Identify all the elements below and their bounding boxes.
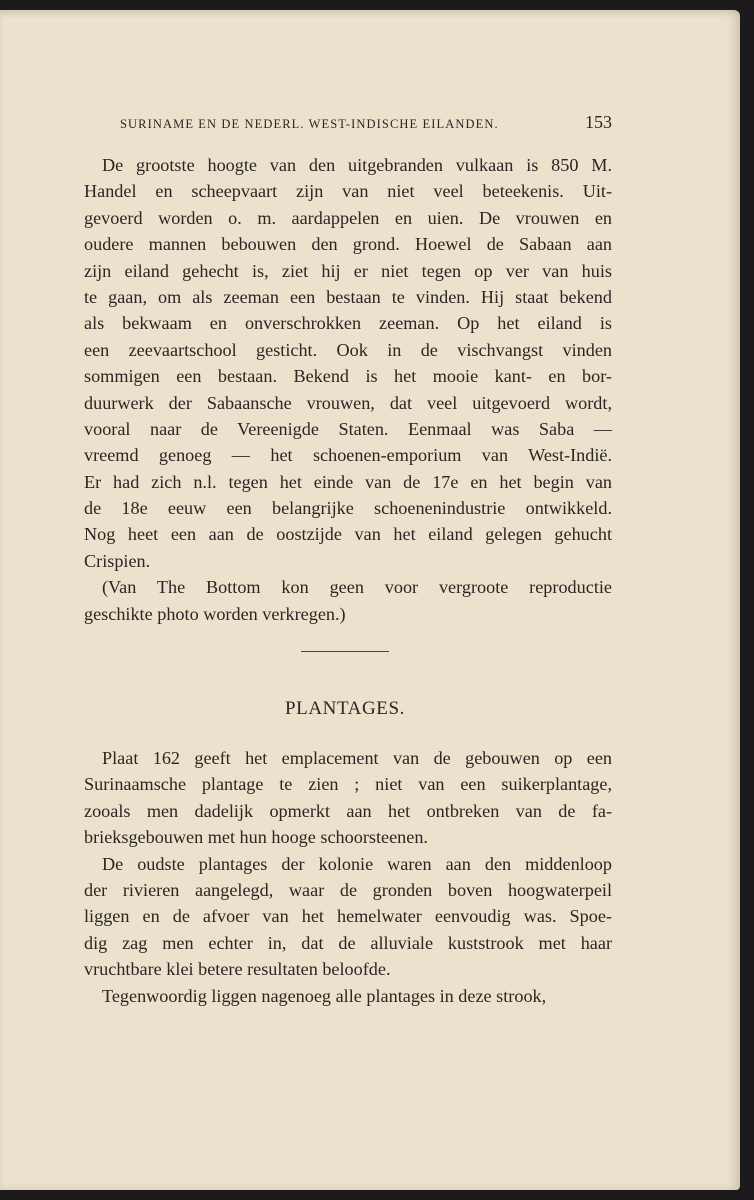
- paragraph-plaat: [84, 745, 612, 851]
- text-line: geschikte photo worden verkregen.): [84, 603, 346, 624]
- text-line: De oudste plantages der kolonie waren aan den middenloop: [102, 853, 612, 874]
- text-line: Crispien.: [84, 550, 151, 571]
- text-line: Tegenwoordig liggen nagenoeg alle plantages in deze strook,: [102, 985, 547, 1006]
- text-line: Er had zich n.l. tegen het einde van de 17e en het begin van: [84, 471, 612, 492]
- text-line: (Van The Bottom kon geen voor vergroote reproductie: [102, 577, 612, 598]
- paragraph-saba: [84, 152, 612, 574]
- text-line: Plaat 162 geeft het emplacement van de gebouwen op een: [102, 748, 612, 768]
- paragraph-photo-note: [84, 574, 612, 627]
- text-line: der rivieren aangelegd, waar de gronden boven hoogwaterpeil: [84, 879, 612, 900]
- text-line: gevoerd worden o. m. aardappelen en uien. De vrouwen en: [84, 207, 612, 228]
- text-line: zijn eiland gehecht is, ziet hij er niet tegen op ver van huis: [84, 260, 612, 281]
- page-number: 153: [585, 112, 612, 132]
- text-line: vruchtbare klei betere resultaten beloofde.: [84, 959, 391, 980]
- text-line: oudere mannen bebouwen den grond. Hoewel de Sabaan aan: [84, 234, 612, 255]
- text-line: De grootste hoogte van den uitgebranden vulkaan is 850 M.: [102, 155, 612, 175]
- text-line: Handel en scheepvaart zijn van niet veel beteekenis. Uit-: [84, 181, 612, 202]
- section-saba-text: [84, 152, 612, 627]
- text-line: Nog heet een aan de oostzijde van het eiland gelegen gehucht: [84, 524, 612, 545]
- section-heading: PLANTAGES.: [284, 698, 406, 719]
- running-head-title: SURINAME EN DE NEDERL. WEST-INDISCHE EILANDEN.: [120, 117, 499, 131]
- text-line: de 18e eeuw een belangrijke schoenenindustrie ontwikkeld.: [84, 498, 612, 519]
- paragraph-tegenwoordig: [84, 983, 612, 1009]
- text-line: Surinaamsche plantage te zien ; niet van een suikerplantage,: [84, 774, 612, 795]
- paragraph-oudste-plantages: [84, 851, 612, 983]
- text-line: duurwerk der Sabaansche vrouwen, dat veel uitgevoerd wordt,: [84, 392, 612, 413]
- running-head: [120, 112, 612, 133]
- text-line: sommigen een bestaan. Bekend is het mooie kant- en bor-: [84, 366, 612, 387]
- text-line: liggen en de afvoer van het hemelwater eenvoudig was. Spoe-: [84, 906, 612, 927]
- section-plantages-text: [84, 745, 612, 1009]
- text-line: brieksgebouwen met hun hooge schoorsteenen.: [84, 827, 428, 848]
- section-divider: [301, 651, 389, 652]
- text-line: te gaan, om als zeeman een bestaan te vinden. Hij staat bekend: [84, 286, 612, 307]
- text-line: dig zag men echter in, dat de alluviale kuststrook met haar: [84, 932, 612, 953]
- text-line: een zeevaartschool gesticht. Ook in de vischvangst vinden: [84, 339, 612, 360]
- text-line: als bekwaam en onverschrokken zeeman. Op het eiland is: [84, 313, 612, 334]
- text-line: zooals men dadelijk opmerkt aan het ontbreken van de fa-: [84, 800, 612, 821]
- text-line: vreemd genoeg — het schoenen-emporium van West-Indië.: [84, 445, 612, 466]
- text-line: vooral naar de Vereenigde Staten. Eenmaal was Saba —: [84, 418, 612, 439]
